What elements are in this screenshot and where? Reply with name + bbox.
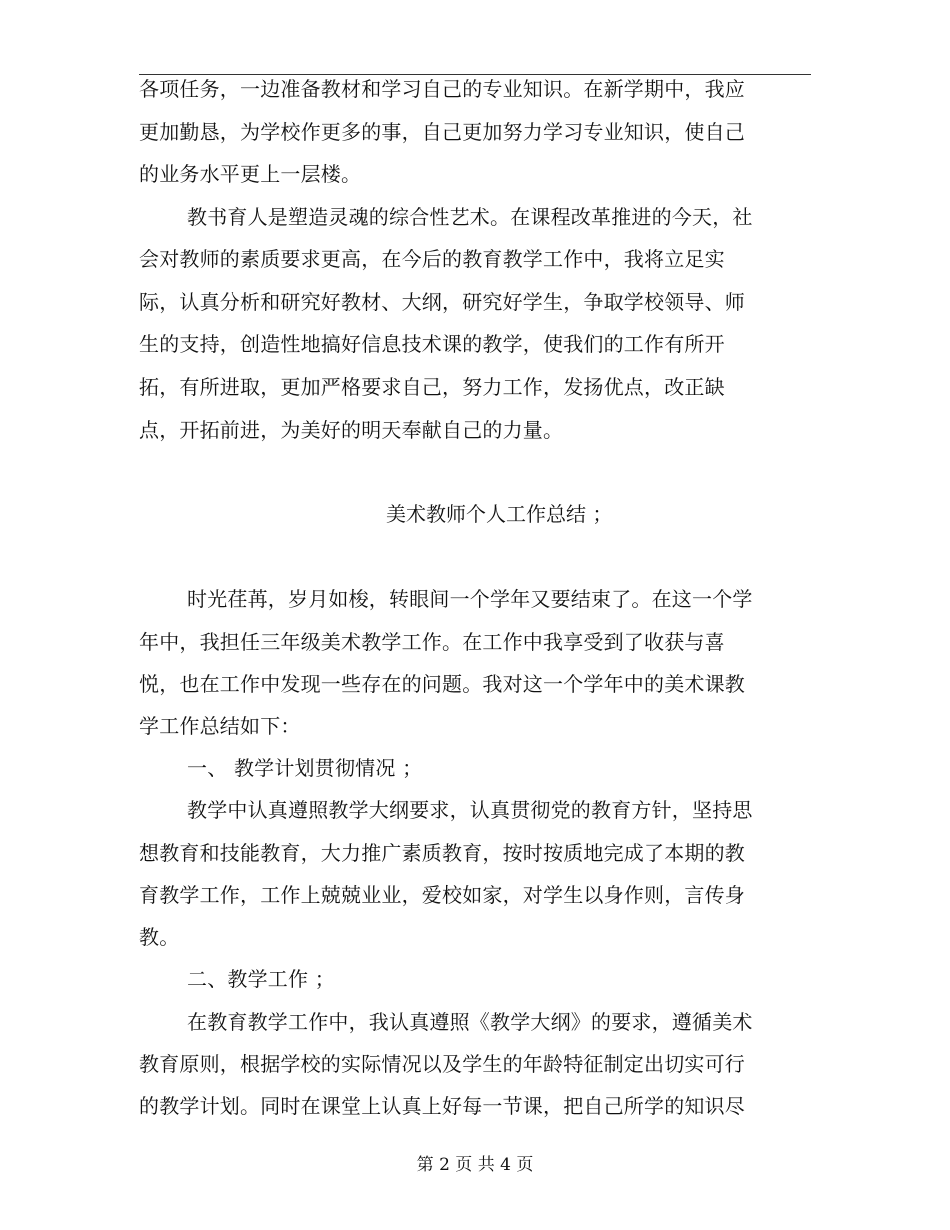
paragraph-line: 会对教师的素质要求更高，在今后的教育教学工作中，我将立足实	[139, 247, 725, 271]
paragraph-line: 教育原则，根据学校的实际情况以及学生的年龄特征制定出切实可行	[139, 1052, 745, 1076]
paragraph-line: 的教学计划。同时在课堂上认真上好每一节课，把自己所学的知识尽	[139, 1094, 745, 1118]
paragraph-line: 生的支持，创造性地搞好信息技术课的教学，使我们的工作有所开	[139, 332, 725, 356]
paragraph-line: 年中，我担任三年级美术教学工作。在工作中我享受到了收获与喜	[139, 630, 725, 654]
section-title: 美术教师个人工作总结 ；	[386, 502, 613, 526]
paragraph-line: 想教育和技能教育，大力推广素质教育，按时按质地完成了本期的教	[139, 841, 745, 865]
paragraph-line: 在教育教学工作中，我认真遵照《教学大纲》的要求，遵循美术	[187, 1010, 753, 1034]
paragraph-line: 学工作总结如下：	[139, 714, 301, 738]
page-number-footer: 第 2 页 共 4 页	[416, 1155, 534, 1175]
section-heading: 一、 教学计划贯彻情况 ；	[187, 756, 423, 780]
paragraph-line: 时光荏苒，岁月如梭，转眼间一个学年又要结束了。在这一个学	[187, 587, 753, 611]
paragraph-line: 教。	[139, 925, 180, 949]
paragraph-line: 各项任务，一边准备教材和学习自己的专业知识。在新学期中，我应	[139, 77, 745, 101]
paragraph-line: 更加勤恳，为学校作更多的事，自己更加努力学习专业知识，使自己	[139, 120, 745, 144]
section-heading: 二、教学工作 ；	[187, 967, 335, 991]
paragraph-line: 际，认真分析和研究好教材、大纲，研究好学生，争取学校领导、师	[139, 290, 745, 314]
paragraph-line: 育教学工作，工作上兢兢业业，爱校如家，对学生以身作则，言传身	[139, 883, 745, 907]
paragraph-line: 拓，有所进取，更加严格要求自己，努力工作，发扬优点，改正缺	[139, 375, 725, 399]
paragraph-line: 悦，也在工作中发现一些存在的问题。我对这一个学年中的美术课教	[139, 672, 745, 696]
paragraph-line: 教书育人是塑造灵魂的综合性艺术。在课程改革推进的今天，社	[187, 205, 753, 229]
top-rule	[139, 74, 811, 75]
paragraph-line: 的业务水平更上一层楼。	[139, 162, 362, 186]
paragraph-line: 点，开拓前进，为美好的明天奉献自己的力量。	[139, 418, 564, 442]
paragraph-line: 教学中认真遵照教学大纲要求，认真贯彻党的教育方针，坚持思	[187, 798, 753, 822]
